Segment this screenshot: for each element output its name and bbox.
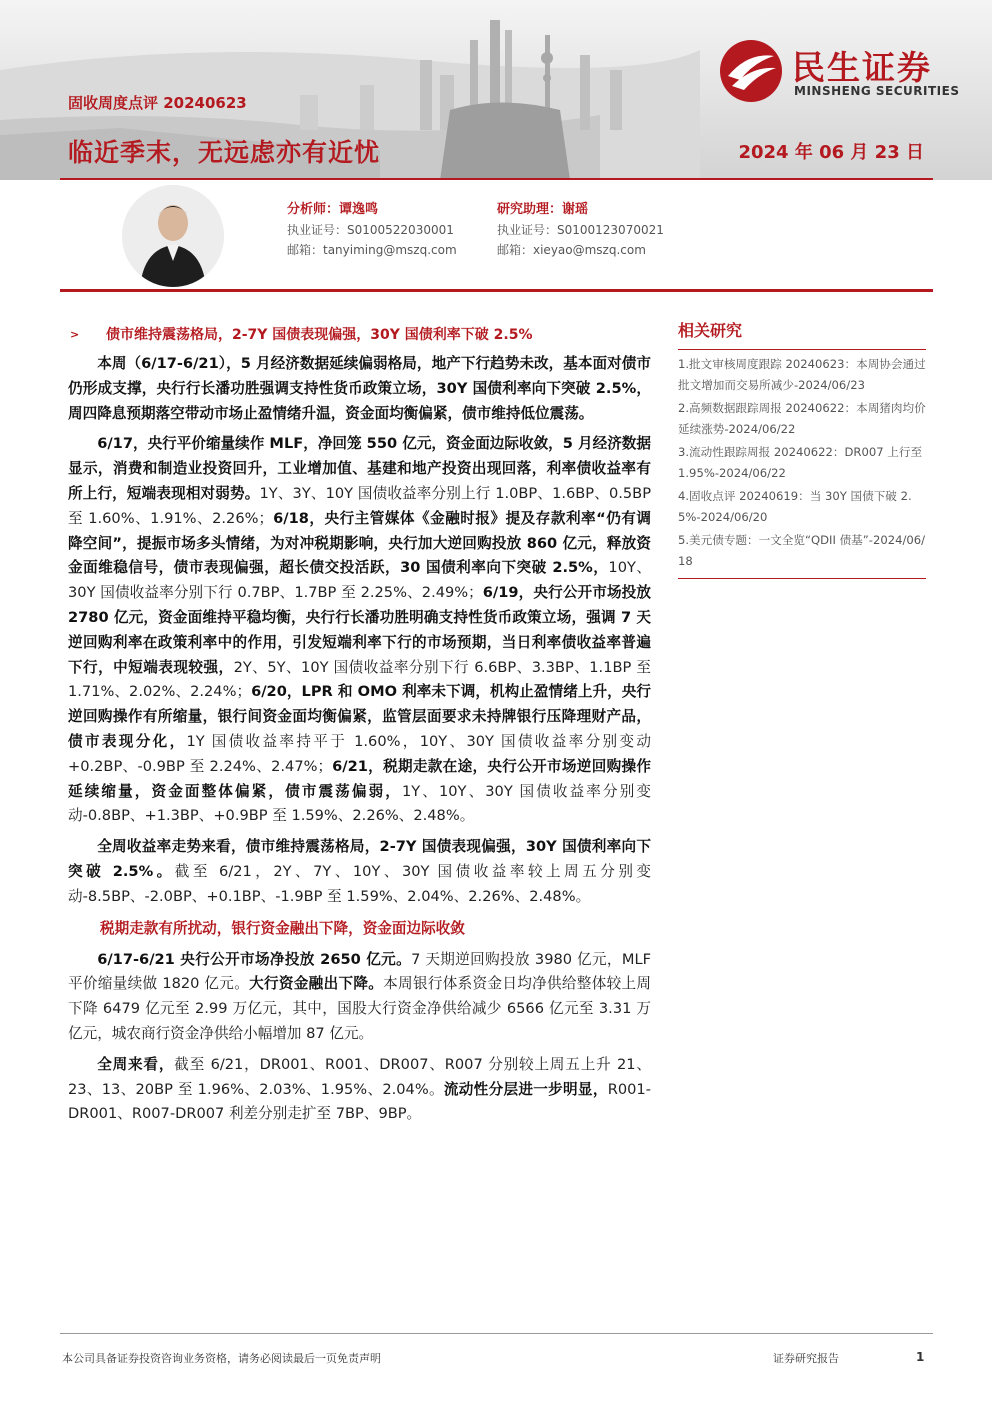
related-research-sidebar xyxy=(678,318,926,579)
analyst-divider xyxy=(60,289,933,292)
weekly-bold: 全周收益率走势来看，债市维持震荡格局，2-7Y 国债表现偏强，30Y 国债利率向下突破 2.5%。 xyxy=(68,838,651,880)
paragraph-rates xyxy=(68,1053,651,1127)
daily-0620-text: 1Y 国债收益率持平于 1.60%，10Y、30Y 国债收益率分别变动+0.2BP、-0.9BP 至 2.24%、2.47%； xyxy=(68,732,651,775)
daily-0617-text: 1Y、3Y、10Y 国债收益率分别上行 1.0BP、1.6BP、0.5BP 至 1.60%、1.91%、2.26%； xyxy=(68,484,651,527)
footer-doc-type: 证券研究报告 xyxy=(773,1352,839,1365)
daily-0619-bold: 6/19，央行公开市场投放 2780 亿元，资金面维持平稳均衡，央行行长潘功胜明确支持性货币政策立场，强调 7 天逆回购利率在政策利率中的作用，引发短端利率下行的市场预期，当日利率债收益率普遍下行，中短端表现较强， xyxy=(68,584,651,676)
liquidity-bold-1: 6/17-6/21 央行公开市场净投放 2650 亿元。 xyxy=(97,950,412,968)
daily-0620-bold: 6/20，LPR 和 OMO 利率未下调，机构止盈情绪上升，央行逆回购操作有所缩量，银行间资金面均衡偏紧，监管层面要求未持牌银行压降理财产品，债市表现分化， xyxy=(68,683,651,750)
summary-text: 本周（6/17-6/21），5 月经济数据延续偏弱格局，地产下行趋势未改，基本面对债市仍形成支撑，央行行长潘功胜强调支持性货币政策立场，30Y 国债利率向下突破 2.5%，周四降息预期落空带动市场止盈情绪升温，资金面均衡偏紧，债市维持低位震荡。 xyxy=(68,355,651,422)
brand-logo xyxy=(718,38,968,108)
report-date: 2024 年 06 月 23 日 xyxy=(738,142,924,163)
liquidity-text-1: 7 天期逆回购投放 3980 亿元，MLF 平价缩量续做 1820 亿元。 xyxy=(68,950,651,993)
avatar-icon xyxy=(122,185,224,287)
brand-name-cn: 民生证券 xyxy=(792,48,932,87)
footer-disclaimer: 本公司具备证券投资咨询业务资格，请务必阅读最后一页免责声明 xyxy=(62,1352,381,1365)
brand-name-en: MINSHENG SECURITIES xyxy=(794,84,960,98)
section-heading xyxy=(68,322,651,346)
paragraph-weekly xyxy=(68,835,651,909)
assistant-email: 邮箱：xieyao@mszq.com xyxy=(497,243,646,257)
related-research-item[interactable]: 1.批文审核周度跟踪 20240623：本周协会通过批文增加而交易所减少-2024/06/23 xyxy=(678,357,926,392)
daily-0621-bold: 6/21，税期走款在途，央行公开市场逆回购操作延续缩量，资金面整体偏紧，债市震荡偏弱， xyxy=(68,757,652,800)
analyst-license: 执业证号：S0100522030001 xyxy=(287,223,454,237)
analyst-email: 邮箱：tanyiming@mszq.com xyxy=(287,243,457,257)
rates-bold-2: 流动性分层进一步明显， xyxy=(443,1080,608,1098)
daily-0618-text: 10Y、30Y 国债收益率分别下行 0.7BP、1.7BP 至 2.25%、2.49%； xyxy=(68,559,651,602)
paragraph-liquidity xyxy=(68,948,651,1047)
weekly-text: 截至 6/21，2Y、7Y、10Y、30Y 国债收益率较上周五分别变动-8.5BP、-2.0BP、+0.1BP、-1.9BP 至 1.59%、2.04%、2.26%、2.48%。 xyxy=(68,862,651,905)
analyst-photo xyxy=(122,185,224,287)
brand-logo-icon xyxy=(718,38,784,104)
analyst-name: 分析师：谭逸鸣 xyxy=(287,202,379,217)
page-number: 1 xyxy=(916,1350,925,1364)
assistant-license: 执业证号：S0100123070021 xyxy=(497,223,664,237)
daily-0621-text: 1Y、10Y、30Y 国债收益率分别变动-0.8BP、+1.3BP、+0.9BP 至 1.59%、2.26%、2.48%。 xyxy=(68,782,651,825)
related-research-list xyxy=(678,354,926,572)
chevron-right-icon: > xyxy=(70,327,80,341)
section-heading-text: 债市维持震荡格局，2-7Y 国债表现偏强，30Y 国债利率下破 2.5% xyxy=(106,327,533,343)
rates-text-2: R001-DR001、R007-DR007 利差分别走扩至 7BP、9BP。 xyxy=(68,1080,651,1123)
liquidity-bold-2: 大行资金融出下降。 xyxy=(249,975,384,993)
paragraph-daily xyxy=(68,432,651,829)
report-type: 固收周度点评 20240623 xyxy=(68,94,247,112)
rates-bold-1: 全周来看， xyxy=(97,1055,175,1073)
paragraph-summary xyxy=(68,352,651,426)
main-content xyxy=(68,322,651,1127)
sub-heading: 税期走款有所扰动，银行资金融出下降，资金面边际收敛 xyxy=(100,919,465,937)
daily-0618-bold: 6/18，央行主管媒体《金融时报》提及存款利率“仍有调降空间”，提振市场多头情绪，为对冲税期影响，央行加大逆回购投放 860 亿元，释放资金面维稳信号，债市表现偏强，超长债交投活跃，30 国债利率向下突破 2.5%， xyxy=(68,509,651,577)
related-research-item[interactable]: 2.高频数据跟踪周报 20240622：本周猪肉均价延续涨势-2024/06/22 xyxy=(678,401,926,436)
assistant-name: 研究助理：谢瑶 xyxy=(497,202,589,217)
sidebar-divider xyxy=(678,578,926,579)
liquidity-text-2: 本周银行体系资金日均净供给整体较上周下降 6479 亿元至 2.99 万亿元，其中，国股大行资金净供给减少 6566 亿元至 3.31 万亿元，城农商行资金净供给小幅增加 87 亿元。 xyxy=(68,975,651,1042)
header-banner xyxy=(0,0,992,180)
report-title: 临近季末，无远虑亦有近忧 xyxy=(68,138,381,167)
header-divider xyxy=(60,178,933,180)
footer-divider xyxy=(60,1333,933,1334)
related-research-item[interactable]: 3.流动性跟踪周报 20240622：DR007 上行至 1.95%-2024/06/22 xyxy=(678,445,923,480)
sidebar-title: 相关研究 xyxy=(678,318,926,350)
related-research-item[interactable]: 5.美元债专题：一文全览“QDII 债基”-2024/06/18 xyxy=(678,533,926,568)
analyst-info xyxy=(287,200,457,260)
daily-0617-bold: 6/17，央行平价缩量续作 MLF，净回笼 550 亿元，资金面边际收敛，5 月经济数据显示，消费和制造业投资回升，工业增加值、基建和地产投资出现回落，利率债收益率有所上行，短端表现相对弱势。 xyxy=(68,435,651,502)
related-research-item[interactable]: 4.固收点评 20240619：当 30Y 国债下破 2.5%-2024/06/20 xyxy=(678,489,912,524)
assistant-info xyxy=(497,200,664,260)
daily-0619-text: 2Y、5Y、10Y 国债收益率分别下行 6.6BP、3.3BP、1.1BP 至 1.71%、2.02%、2.24%； xyxy=(68,658,651,701)
rates-text-1: 截至 6/21，DR001、R001、DR007、R007 分别较上周五上升 21、23、13、20BP 至 1.96%、2.03%、1.95%、2.04%。 xyxy=(68,1055,651,1098)
